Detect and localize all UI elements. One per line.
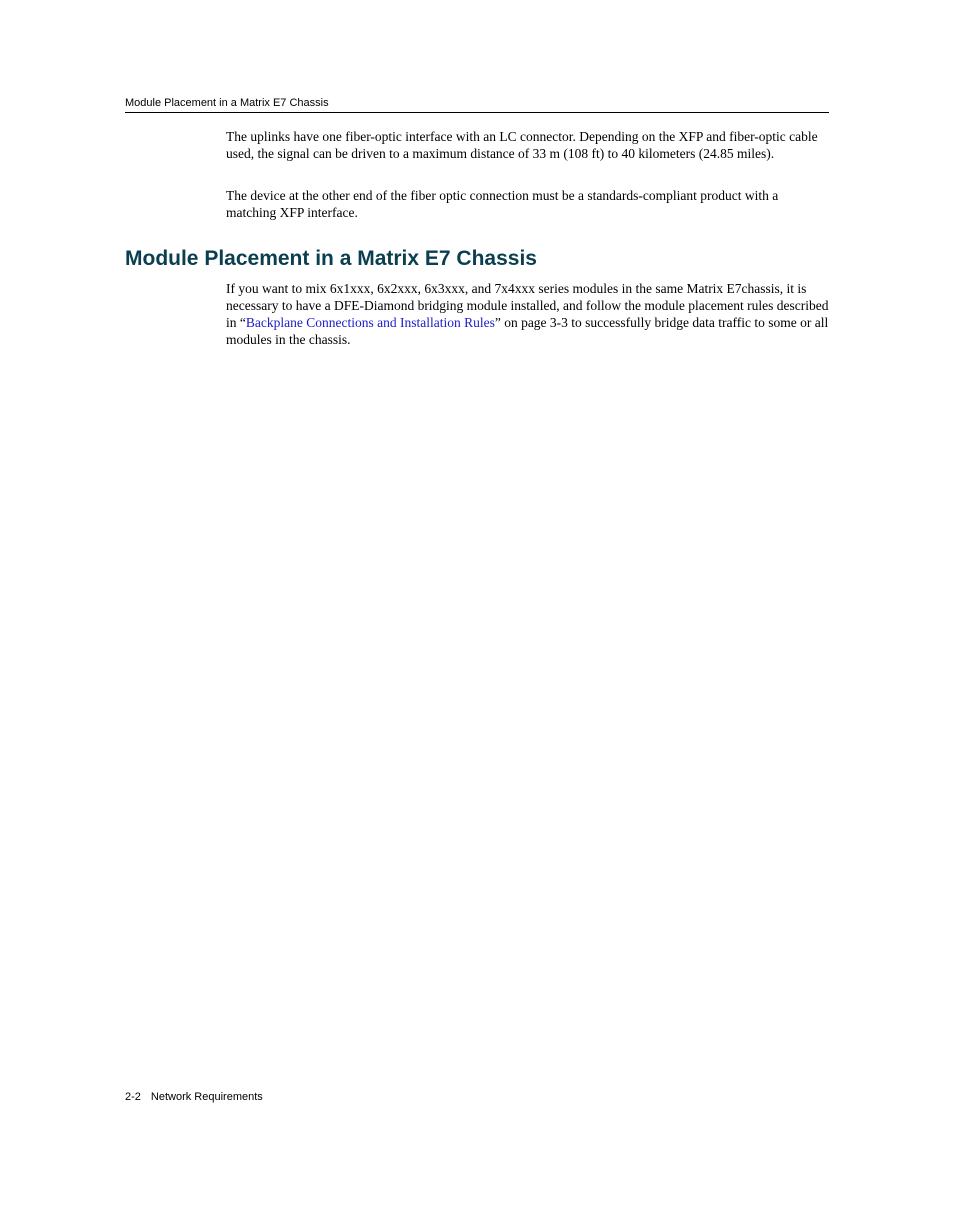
intro-paragraph-device: The device at the other end of the fiber optic connection must be a standards-compliant product with a matching XFP interface.	[226, 188, 779, 220]
running-header: Module Placement in a Matrix E7 Chassis	[125, 97, 329, 109]
section-paragraph	[226, 280, 830, 348]
footer-chapter-title: Network Requirements	[150, 1091, 263, 1103]
running-footer	[125, 1090, 263, 1104]
header-rule	[125, 112, 829, 113]
intro-paragraph-uplinks: The uplinks have one fiber-optic interface with an LC connector. Depending on the XFP and fiber-optic cable used, the signal can be driven to a maximum distance of 33 m (108 ft) to 40 kilometers (24.85 miles).	[226, 129, 818, 161]
section-paragraph-tail: ” on page 3-3 to successfully bridge data traffic to some or all modules in the chassis.	[226, 315, 829, 347]
section-paragraph-lead: If you want to mix 6x1xxx, 6x2xxx, 6x3xxx, and 7x4xxx series modules in the same Matrix E7chassis, it is necessary to have a DFE-Diamond bridging module installed, and follow the module placement rules described in “	[226, 281, 829, 330]
backplane-connections-link[interactable]: Backplane Connections and Installation Rules	[245, 315, 495, 330]
section-heading: Module Placement in a Matrix E7 Chassis	[125, 247, 537, 270]
page-number: 2-2	[125, 1091, 141, 1103]
